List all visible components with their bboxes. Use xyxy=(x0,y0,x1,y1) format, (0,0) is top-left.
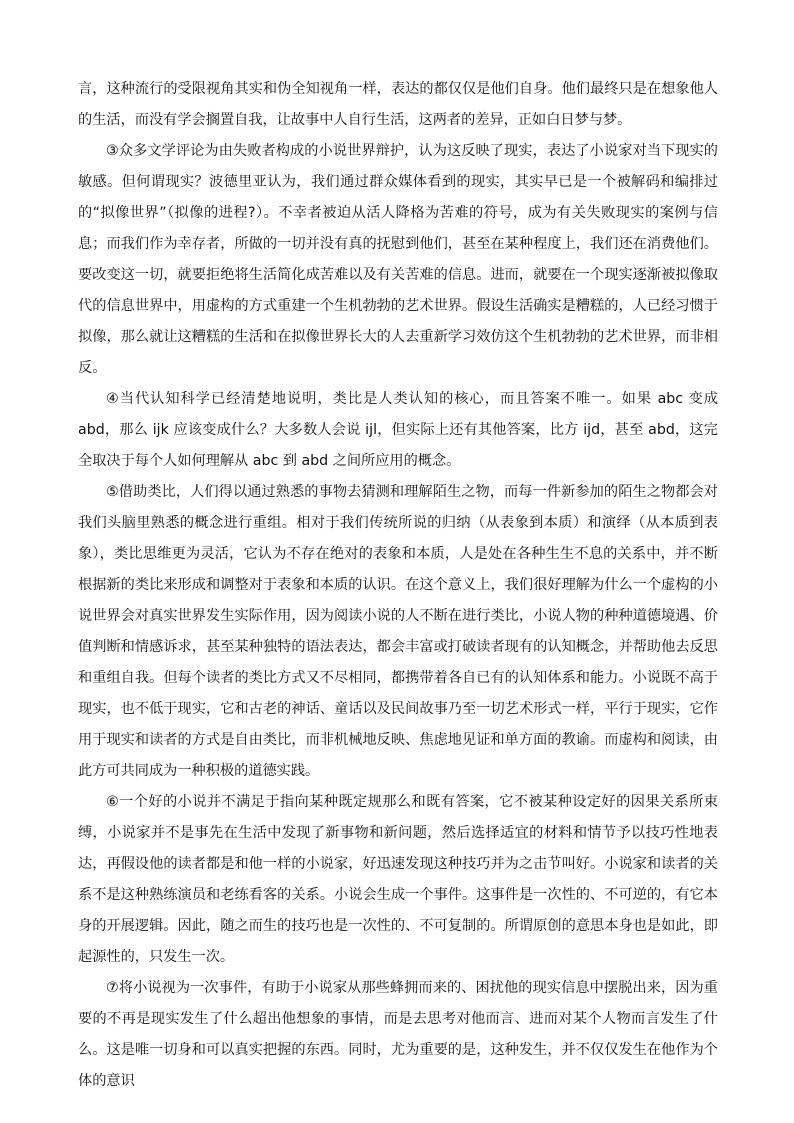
paragraph-5: ⑤借助类比，人们得以通过熟悉的事物去猜测和理解陌生之物，而每一件新参加的陌生之物都会对我们头脑里熟悉的概念进行重组。相对于我们传统所说的归纳（从表象到本质）和演绎（从本质到表象），类比思维更为灵活，它认为不存在绝对的表象和本质，人是处在各种生生不息的关系中，并不断根据新的类比来形成和调整对于表象和本质的认识。在这个意义上，我们很好理解为什么一个虚构的小说世界会对真实世界发生实际作用，因为阅读小说的人不断在进行类比，小说人物的种种道德境遇、价值判断和情感诉求，甚至某种独特的语法表达，都会丰富或打破读者现有的认知概念，并帮助他去反思和重组自我。但每个读者的类比方式又不尽相同，都携带着各自已有的认知体系和能力。小说既不高于现实，也不低于现实，它和古老的神话、童话以及民间故事乃至一切艺术形式一样，平行于现实，它作用于现实和读者的方式是自由类比，而非机械地反映、焦虑地见证和单方面的教谕。而虚构和阅读，由此方可共同成为一种积极的道德实践。 xyxy=(78,484,718,779)
paragraph-continued: 言，这种流行的受限视角其实和伪全知视角一样，表达的都仅仅是他们自身。他们最终只是在想象他人的生活，而没有学会搁置自我，让故事中人自行生活，这两者的差异，正如白日梦与梦。 xyxy=(78,81,718,128)
paragraph-7: ⑦将小说视为一次事件，有助于小说家从那些蜂拥而来的、困扰他的现实信息中摆脱出来，因为重要的不再是现实发生了什么超出他想象的事情，而是去思考对他而言、进而对某个人物而言发生了什么。这是唯一切身和可以真实把握的东西。同时，尤为重要的是，这种发生，并不仅仅发生在他作为个体的意识 xyxy=(78,980,718,1089)
paragraph-6: ⑥一个好的小说并不满足于指向某种既定规那么和既有答案，它不被某种设定好的因果关系所束缚，小说家并不是事先在生活中发现了新事物和新问题，然后选择适宜的材料和情节予以技巧性地表达，再假设他的读者都是和他一样的小说家，好迅速发现这种技巧并为之击节叫好。小说家和读者的关系不是这种熟练演员和老练看客的关系。小说会生成一个事件。这事件是一次性的、不可逆的，有它本身的开展逻辑。因此，随之而生的技巧也是一次性的、不可复制的。所谓原创的意思本身也是如此，即起源性的，只发生一次。 xyxy=(78,794,718,965)
paragraph-4: ④当代认知科学已经清楚地说明，类比是人类认知的核心，而且答案不唯一。如果 abc 变成 abd，那么 ijk 应该变成什么？大多数人会说 ijl，但实际上还有其他答案，比方 ijd，甚至 abd，这完全取决于每个人如何理解从 abc 到 abd 之间所应用的概念。 xyxy=(78,391,718,469)
document-page xyxy=(78,74,718,1097)
paragraph-3: ③众多文学评论为由失败者构成的小说世界辩护，认为这反映了现实，表达了小说家对当下现实的敏感。但何谓现实？波德里亚认为，我们通过群众媒体看到的现实，其实早已是一个被解码和编排过的“拟像世界”（拟像的进程?）。不幸者被迫从活人降格为苦难的符号，成为有关失败现实的案例与信息；而我们作为幸存者，所做的一切并没有真的抚慰到他们，甚至在某种程度上，我们还在消费他们。要改变这一切，就要拒绝将生活简化成苦难以及有关苦难的信息。进而，就要在一个现实逐渐被拟像取代的信息世界中，用虚构的方式重建一个生机勃勃的艺术世界。假设生活确实是糟糕的，人已经习惯于拟像，那么就让这糟糕的生活和在拟像世界长大的人去重新学习效仿这个生机勃勃的艺术世界，而非相反。 xyxy=(78,143,718,376)
